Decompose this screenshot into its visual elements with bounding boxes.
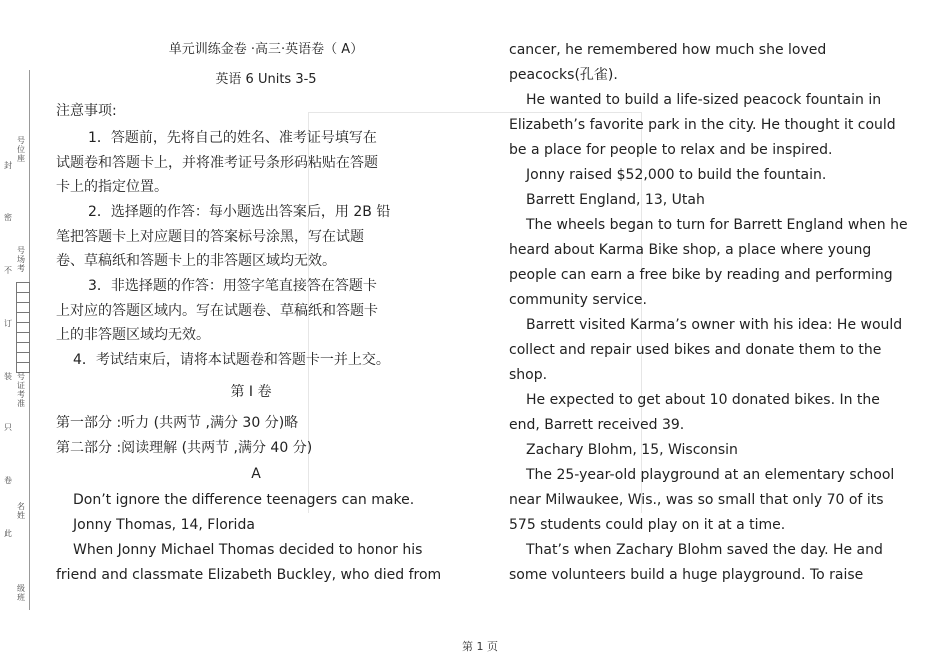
instructions-heading: 注意事项: [56,103,117,119]
class-label: 级班 [17,584,25,602]
instruction-line: 3．非选择题的作答：用签字笔直接答在答题卡 [88,278,377,294]
section-label: A [251,466,261,482]
instruction-item-4 [56,348,446,373]
instruction-item-3 [56,274,446,348]
instruction-item-1 [56,126,446,200]
reading-paragraph: Jonny raised $52,000 to build the fountain. [526,167,827,183]
part-two: 第二部分 :阅读理解 (共两节 ,满分 40 分) [56,440,313,456]
binding-strip [0,60,45,620]
reading-paragraph: Barrett England, 13, Utah [526,192,705,208]
instruction-item-2 [56,200,446,274]
reading-paragraph: Barrett visited Karma’s owner with his idea: He would collect and repair used bikes and donate them to the shop. [509,317,903,383]
cut-line-char: 装 [4,372,12,381]
page-number: 第 1 页 [462,640,498,653]
cut-line-char: 订 [4,319,12,328]
instruction-line: 试题卷和答题卡上，并将准考证号条形码粘贴在答题 [56,154,378,171]
volume-label: 第 Ⅰ 卷 [230,384,272,400]
cut-line-char: 此 [4,529,12,538]
id-number-boxes [16,282,30,373]
instruction-line: 卷、草稿纸和答题卡上的非答题区域均无效。 [56,253,336,269]
instruction-line: 4．考试结束后，请将本试题卷和答题卡一并上交。 [73,352,390,368]
reading-paragraph: Zachary Blohm, 15, Wisconsin [526,442,738,458]
reading-paragraph: When Jonny Michael Thomas decided to honor his [73,542,423,558]
reading-paragraph: He wanted to build a life-sized peacock fountain in Elizabeth’s favorite park in the city. He thought it could be a place for people to relax and be inspired. [509,92,896,158]
right-column [509,38,909,588]
reading-paragraph: He expected to get about 10 donated bikes. In the end, Barrett received 39. [509,392,880,433]
reading-paragraph: cancer, he remembered how much she loved peacocks(孔雀). [509,42,827,83]
cut-line-char: 不 [4,266,12,275]
instruction-line: 1．答题前，先将自己的姓名、准考证号填写在 [88,130,377,146]
instruction-line: 卡上的指定位置。 [56,179,168,195]
instruction-line: 笔把答题卡上对应题目的答案标号涂黑，写在试题 [56,228,364,245]
admission-number-label: 号证考准 [17,372,25,408]
part-one: 第一部分 :听力 (共两节 ,满分 30 分)略 [56,415,299,431]
cut-line-char: 密 [4,213,12,222]
reading-paragraph: The 25-year-old playground at an elementary school near Milwaukee, Wis., was so small that only 70 of its 575 students could play on it at a time. [509,467,895,533]
exam-room-label: 号场考 [17,246,25,273]
name-label: 名姓 [17,502,25,520]
cut-line-char: 封 [4,161,12,170]
cut-line-char: 只 [4,423,12,432]
reading-paragraph: That’s when Zachary Blohm saved the day. He and some volunteers build a huge playground. To raise [509,542,883,583]
reading-paragraph: Jonny Thomas, 14, Florida [73,517,255,533]
instruction-line: 上对应的答题区域内。写在试题卷、草稿纸和答题卡 [56,302,378,319]
page-title: 单元训练金卷 ·高三·英语卷（ A） [168,42,364,57]
cut-line-char: 卷 [4,476,12,485]
reading-paragraph: The wheels began to turn for Barrett England when he heard about Karma Bike shop, a place where young people can earn a free bike by reading and performing community service. [509,217,908,308]
instruction-line: 2．选择题的作答：每小题选出答案后，用 2B 铅 [88,204,391,220]
seat-number-label: 号位座 [17,136,25,163]
page-subtitle: 英语 6 Units 3-5 [215,72,317,87]
reading-paragraph: Don’t ignore the difference teenagers can make. [73,492,415,508]
instruction-line: 上的非答题区域均无效。 [56,327,210,343]
reading-paragraph: friend and classmate Elizabeth Buckley, who died from [56,567,442,583]
